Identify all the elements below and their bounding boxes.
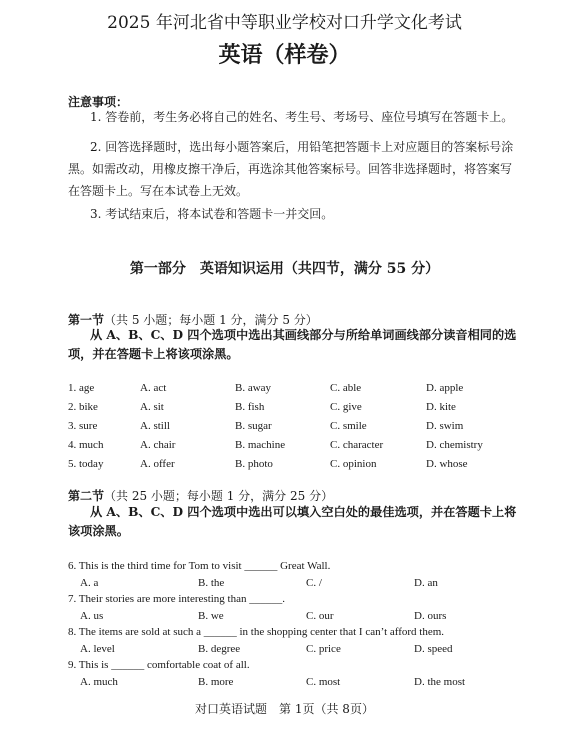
option-d: D. speed [414,643,453,655]
option-c: C. give [330,401,362,413]
notice-item-2: 2. 回答选择题时，选出每小题答案后，用铅笔把答题卡上对应题目的答案标号涂黑。如需改动，用橡皮擦干净后，再选涂其他答案标号。回答非选择题时，将答案写在答题卡上。写在本试卷上无效。 [68,140,514,198]
question-options [80,610,520,626]
notice-heading: 注意事项： [68,95,129,109]
option-c: C. character [330,439,384,451]
option-b: B. sugar [235,420,272,432]
question-stem: 7. Their stories are more interesting than ______. [68,593,285,605]
question-options [80,676,520,692]
word-cell: 5. today [68,458,104,470]
notice-item-3: 3. 考试结束后，将本试卷和答题卡一并交回。 [90,207,334,221]
option-a: A. us [80,610,104,622]
option-b: B. more [198,676,234,688]
option-b: B. degree [198,643,241,655]
part1-title: 第一部分 英语知识运用（共四节，满分 55 分） [129,261,440,277]
section2-instruction: 从 A、B、C、D 四个选项中选出可以填入空白处的最佳选项，并在答题卡上将该项涂黑。 [68,505,517,538]
option-d: D. swim [426,420,464,432]
option-b: B. photo [235,458,273,470]
section1-title: 第一节 [68,313,105,327]
option-b: B. fish [235,401,265,413]
option-d: D. an [414,577,438,589]
option-d: D. kite [426,401,456,413]
option-a: A. sit [140,401,164,413]
section1-instruction: 从 A、B、C、D 四个选项中选出其画线部分与所给单词画线部分读音相同的选项，并在答题卡上将该项涂黑。 [68,328,517,361]
section1-meta: （共 5 小题；每小题 1 分，满分 5 分） [104,313,318,327]
option-c: C. our [306,610,334,622]
exam-title: 2025 年河北省中等职业学校对口升学文化考试 [107,13,462,33]
section2-heading [68,487,333,504]
word-cell: 4. much [68,439,104,451]
word-cell: 2. bike [68,401,98,413]
question-options [80,643,520,659]
question-stem: 8. The items are sold at such a ______ in the shopping center that I can’t afford them. [68,626,445,638]
option-b: B. the [198,577,225,589]
option-d: D. apple [426,382,464,394]
option-d: D. the most [414,676,466,688]
exam-subtitle: 英语（样卷） [218,42,351,68]
option-a: A. a [80,577,99,589]
option-d: D. ours [414,610,447,622]
section2-title: 第二节 [68,489,105,503]
option-c: C. most [306,676,341,688]
option-a: A. much [80,676,118,688]
option-c: C. opinion [330,458,377,470]
option-a: A. still [140,420,170,432]
question-stem: 9. This is ______ comfortable coat of all. [68,659,250,671]
notice-item-1: 1. 答卷前，考生务必将自己的姓名、考生号、考场号、座位号填写在答题卡上。 [90,110,514,124]
section2-meta: （共 25 小题；每小题 1 分，满分 25 分） [104,489,334,503]
option-d: D. chemistry [426,439,483,451]
option-b: B. away [235,382,272,394]
option-a: A. offer [140,458,175,470]
page-footer: 对口英语试题 第 1页（共 8页） [195,702,374,716]
word-cell: 3. sure [68,420,98,432]
option-b: B. machine [235,439,286,451]
option-c: C. price [306,643,341,655]
word-cell: 1. age [68,382,95,394]
option-a: A. level [80,643,115,655]
option-d: D. whose [426,458,468,470]
question-stem: 6. This is the third time for Tom to visit ______ Great Wall. [68,560,331,572]
option-a: A. chair [140,439,176,451]
option-c: C. / [306,577,322,589]
option-b: B. we [198,610,224,622]
option-c: C. smile [330,420,367,432]
option-a: A. act [140,382,167,394]
option-c: C. able [330,382,362,394]
question-options [80,577,520,593]
